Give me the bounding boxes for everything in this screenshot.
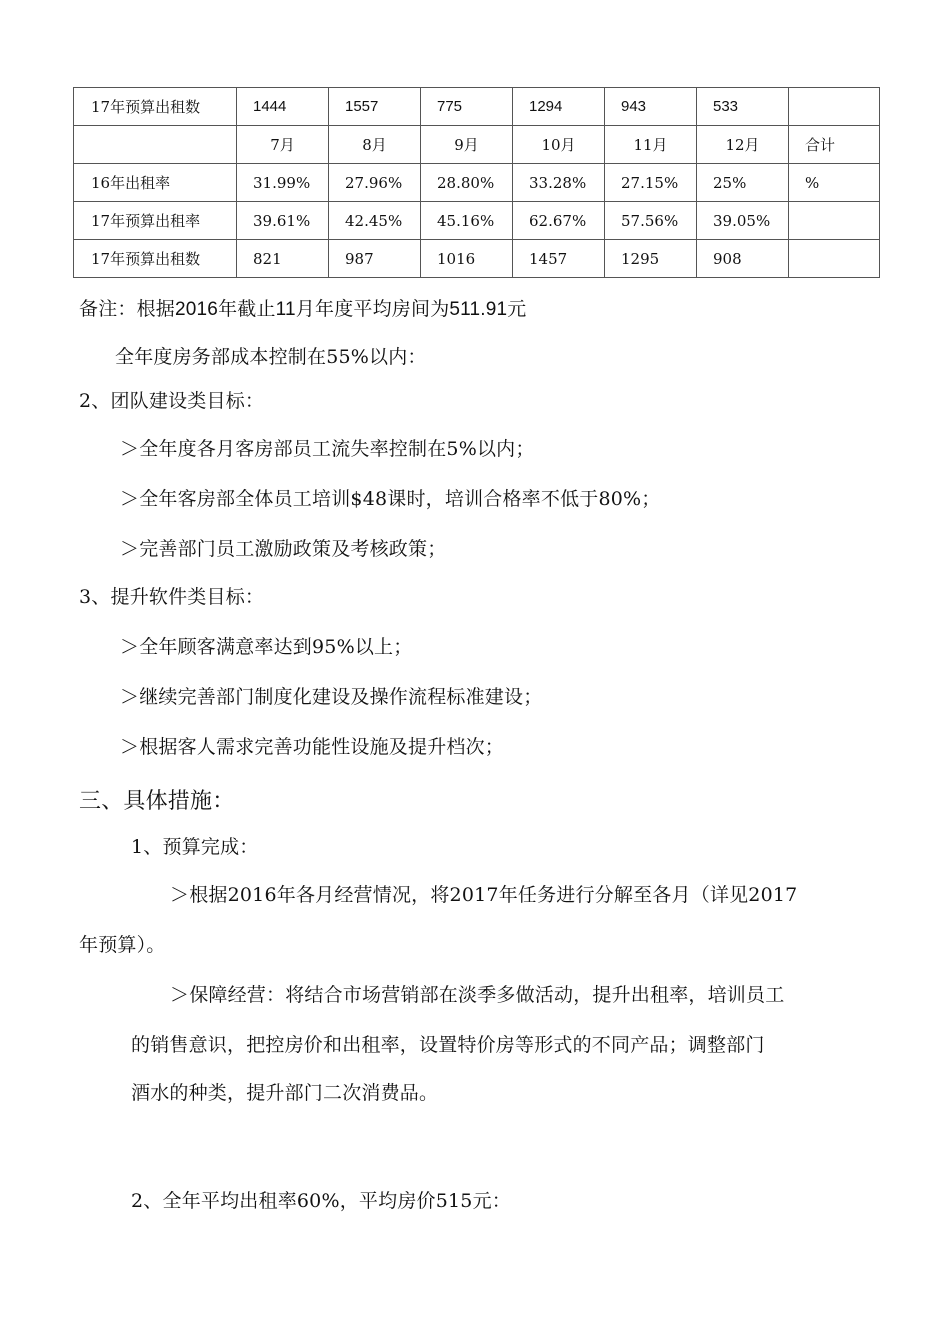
table-cell: 1295: [605, 240, 697, 278]
table-cell: 39.05%: [697, 202, 789, 240]
row-label-cell: 17年预算出租率: [74, 202, 237, 240]
table-cell: 27.15%: [605, 164, 697, 202]
cost-control-text: 全年度房务部成本控制在55%以内：: [115, 346, 427, 368]
table-cell: 45.16%: [421, 202, 513, 240]
table-cell: 987: [329, 240, 421, 278]
budget-table: [73, 87, 880, 278]
team-goal-item: ＞全年客房部全体员工培训$48课时，培训合格率不低于80%；: [120, 488, 661, 510]
row-label-cell: [74, 126, 237, 164]
table-cell: 27.96%: [329, 164, 421, 202]
team-goal-item: ＞全年度各月客房部员工流失率控制在5%以内；: [120, 438, 535, 460]
soft-goals-title: 3、提升软件类目标：: [79, 586, 265, 608]
table-cell: 42.45%: [329, 202, 421, 240]
table-cell: 821: [237, 240, 329, 278]
table-cell: 8月: [329, 126, 421, 164]
section-heading: 三、具体措施：: [79, 789, 235, 814]
table-cell: 39.61%: [237, 202, 329, 240]
measure-1-title: 1、预算完成：: [131, 836, 259, 858]
table-cell: [789, 88, 880, 126]
table-cell: 10月: [513, 126, 605, 164]
table-cell: 1444: [237, 88, 329, 126]
measure-1-paragraph-line: 年预算）。: [79, 934, 166, 956]
table-cell: 25%: [697, 164, 789, 202]
table-cell: 7月: [237, 126, 329, 164]
soft-goal-item: ＞根据客人需求完善功能性设施及提升档次；: [120, 736, 505, 758]
table-cell: 943: [605, 88, 697, 126]
row-label-cell: 17年预算出租数: [74, 88, 237, 126]
note-text: 备注：根据2016年截止11月年度平均房间为511.91元: [79, 299, 527, 320]
measure-1-paragraph-line: ＞根据2016年各月经营情况，将2017年任务进行分解至各月（详见2017: [170, 884, 798, 906]
table-cell: 533: [697, 88, 789, 126]
measure-1-paragraph-line: 的销售意识，把控房价和出租率，设置特价房等形式的不同产品；调整部门: [131, 1034, 765, 1056]
table-cell: 31.99%: [237, 164, 329, 202]
row-label-cell: 17年预算出租数: [74, 240, 237, 278]
table-cell: 1294: [513, 88, 605, 126]
soft-goal-item: ＞全年顾客满意率达到95%以上；: [120, 636, 413, 658]
team-goals-title: 2、团队建设类目标：: [79, 390, 265, 412]
table-cell: 12月: [697, 126, 789, 164]
table-cell: 1557: [329, 88, 421, 126]
table-cell: [789, 202, 880, 240]
table-cell: 1457: [513, 240, 605, 278]
table-cell: 33.28%: [513, 164, 605, 202]
table-cell: 28.80%: [421, 164, 513, 202]
table-row: [74, 88, 880, 126]
table-row: [74, 202, 880, 240]
table-cell: 9月: [421, 126, 513, 164]
row-label-cell: 16年出租率: [74, 164, 237, 202]
team-goal-item: ＞完善部门员工激励政策及考核政策；: [120, 538, 447, 560]
table-cell: 908: [697, 240, 789, 278]
soft-goal-item: ＞继续完善部门制度化建设及操作流程标准建设；: [120, 686, 543, 708]
table-cell: 62.67%: [513, 202, 605, 240]
table-cell: %: [789, 164, 880, 202]
table-cell: 合计: [789, 126, 880, 164]
table-row: [74, 240, 880, 278]
table-row: [74, 126, 880, 164]
measure-2-title: 2、全年平均出租率60%，平均房价515元：: [131, 1190, 511, 1212]
table-cell: 11月: [605, 126, 697, 164]
table-row: [74, 164, 880, 202]
table-cell: [789, 240, 880, 278]
measure-1-paragraph-line: 酒水的种类，提升部门二次消费品。: [131, 1082, 439, 1104]
measure-1-paragraph-line: ＞保障经营：将结合市场营销部在淡季多做活动，提升出租率，培训员工: [170, 984, 785, 1006]
table-cell: 775: [421, 88, 513, 126]
table-cell: 57.56%: [605, 202, 697, 240]
table-cell: 1016: [421, 240, 513, 278]
